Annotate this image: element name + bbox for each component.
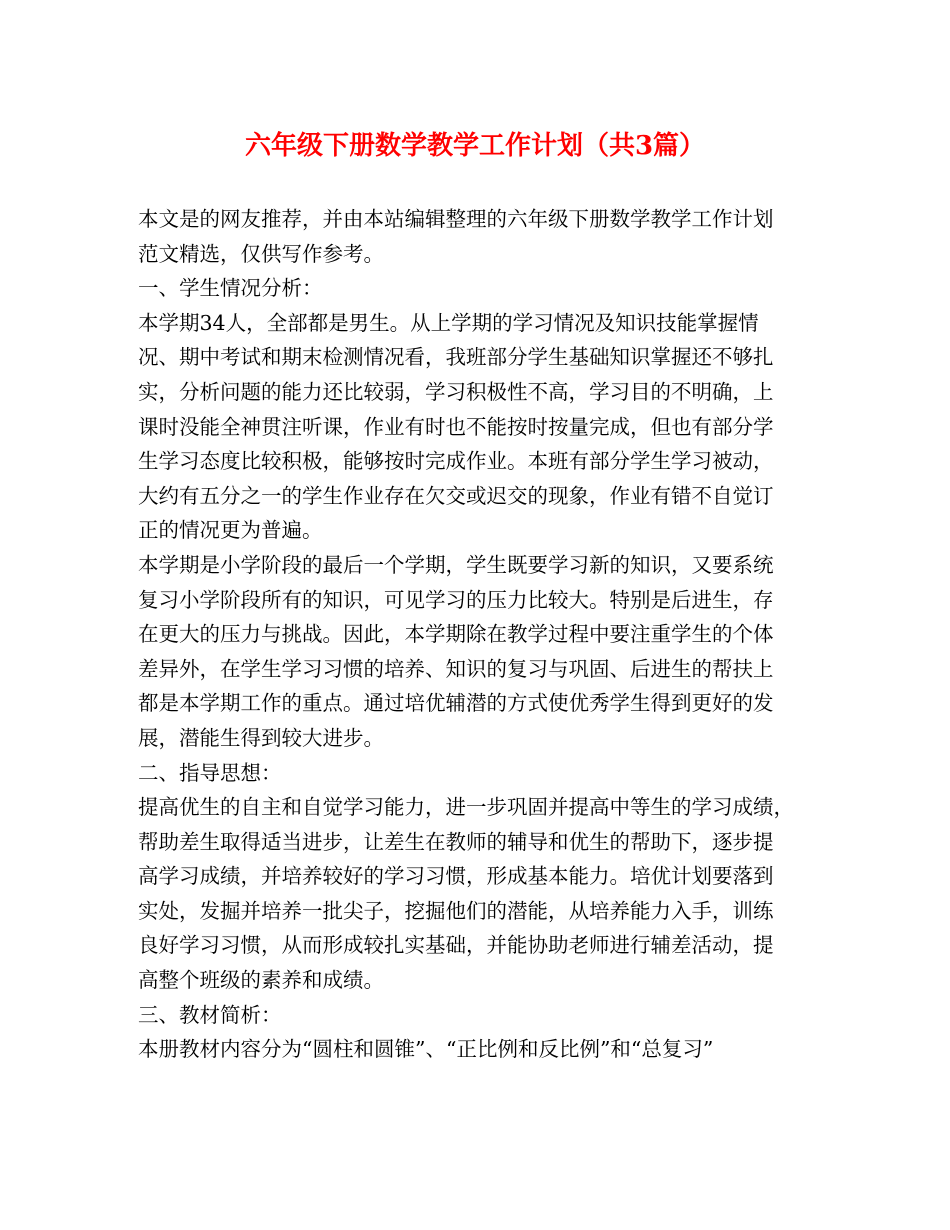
text-line: 实处，发掘并培养一批尖子，挖掘他们的潜能，从培养能力入手，训练 — [138, 898, 774, 923]
text-line: 本册教材内容分为“圆柱和圆锥”、“正比例和反比例”和“总复习” — [138, 1037, 714, 1062]
text-line: 复习小学阶段所有的知识，可见学习的压力比较大。特别是后进生，存 — [138, 587, 774, 612]
document-title: 六年级下册数学教学工作计划（共3篇） — [244, 131, 706, 161]
text-line: 差异外，在学生学习习惯的培养、知识的复习与巩固、后进生的帮扶上 — [138, 656, 774, 681]
text-line: 况、期中考试和期末检测情况看，我班部分学生基础知识掌握还不够扎 — [138, 345, 774, 370]
text-line: 都是本学期工作的重点。通过培优辅潜的方式使优秀学生得到更好的发 — [138, 691, 774, 716]
text-line: 生学习态度比较积极，能够按时完成作业。本班有部分学生学习被动， — [138, 449, 774, 474]
section-heading: 三、教材简析： — [138, 1002, 282, 1027]
text-line: 范文精选，仅供写作参考。 — [138, 241, 384, 266]
text-line: 帮助差生取得适当进步，让差生在教师的辅导和优生的帮助下，逐步提 — [138, 829, 774, 854]
text-line: 大约有五分之一的学生作业存在欠交或迟交的现象，作业有错不自觉订 — [138, 483, 774, 508]
text-line: 提高优生的自主和自觉学习能力，进一步巩固并提高中等生的学习成绩， — [138, 795, 794, 820]
text-line: 课时没能全神贯注听课，作业有时也不能按时按量完成，但也有部分学 — [138, 414, 774, 439]
text-line: 高学习成绩，并培养较好的学习习惯，形成基本能力。培优计划要落到 — [138, 864, 774, 889]
section-heading: 一、学生情况分析： — [138, 276, 323, 301]
text-line: 本学期34人，全部都是男生。从上学期的学习情况及知识技能掌握情 — [138, 310, 759, 335]
text-line: 在更大的压力与挑战。因此，本学期除在教学过程中要注重学生的个体 — [138, 622, 774, 647]
text-line: 高整个班级的素养和成绩。 — [138, 968, 384, 993]
text-line: 实，分析问题的能力还比较弱，学习积极性不高，学习目的不明确，上 — [138, 379, 774, 404]
text-line: 本学期是小学阶段的最后一个学期，学生既要学习新的知识，又要系统 — [138, 552, 774, 577]
text-line: 良好学习习惯，从而形成较扎实基础，并能协助老师进行辅差活动，提 — [138, 933, 774, 958]
text-line: 展，潜能生得到较大进步。 — [138, 725, 384, 750]
document-body — [138, 202, 818, 1067]
text-line: 正的情况更为普遍。 — [138, 518, 323, 543]
text-line: 本文是的网友推荐，并由本站编辑整理的六年级下册数学教学工作计划 — [138, 207, 774, 231]
section-heading: 二、指导思想： — [138, 760, 282, 785]
